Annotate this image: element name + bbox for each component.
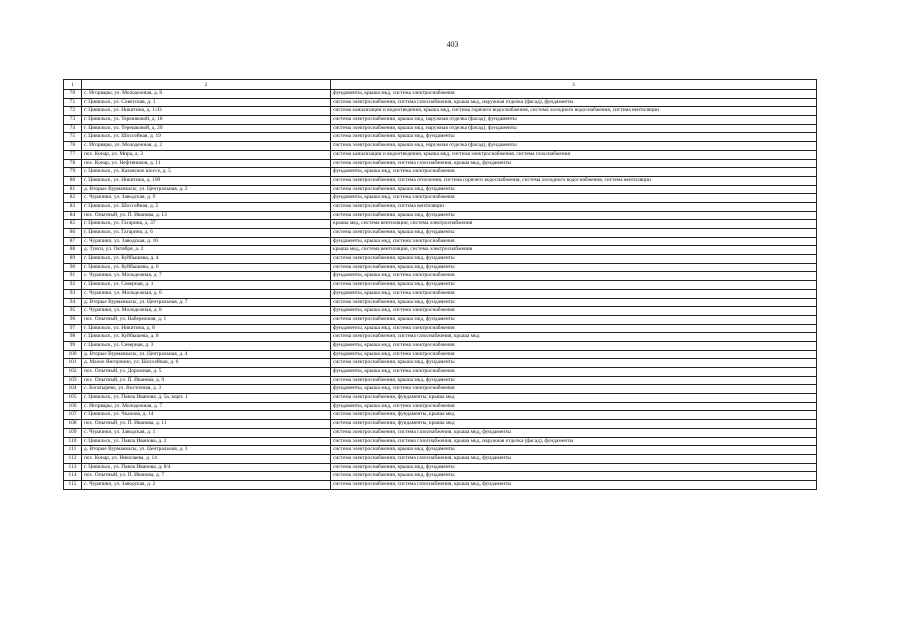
table-row [64,350,817,359]
table-row [64,289,817,298]
table-row [64,142,817,151]
works-cell: система электроснабжения, крыша мкд, фундаменты [331,255,817,264]
header-cell-works: 3 [331,80,817,90]
works-cell: фундаменты, крыша мкд, система электроснабжения [331,350,817,359]
works-cell: фундаменты, крыша мкд, система электроснабжения [331,307,817,316]
address-cell: пос. Конар, ул. Мира, д. 3 [82,150,331,159]
works-cell: система электроснабжения, крыша мкд, наружная отделка (фасад), фундаменты [331,116,817,125]
works-cell: система электроснабжения, фундаменты, крыша мкд [331,411,817,420]
address-cell: г. Цивильск, ул. Казанское шоссе, д. 5 [82,168,331,177]
table-row [64,368,817,377]
works-cell: фундаменты, крыша мкд, система электроснабжения [331,168,817,177]
header-cell-number: 1 [64,80,82,90]
works-cell: крыша мкд, система вентиляции, система электроснабжения [331,220,817,229]
works-cell: система электроснабжения, крыша мкд, фундаменты [331,211,817,220]
table-row [64,341,817,350]
works-cell: система электроснабжения, крыша мкд, фундаменты [331,185,817,194]
table-row [64,359,817,368]
row-number-cell: 100 [64,350,82,359]
address-cell: с. Игорвары, ул. Молодежная, д. 7 [82,402,331,411]
table-row [64,116,817,125]
address-cell: д. Вторые Вурманкасы, ул. Центральная, д. 3 [82,446,331,455]
address-cell: г. Цивильск, ул. Никитина, д. 100 [82,176,331,185]
works-cell: система электроснабжения, крыша мкд, фундаменты [331,298,817,307]
address-cell: г. Цивильск, ул. Чкалова, д. 14 [82,411,331,420]
address-cell: г. Цивильск, ул. Шоссейная, д. 5 [82,202,331,211]
row-number-cell: 99 [64,341,82,350]
row-number-cell: 102 [64,368,82,377]
works-cell: система электроснабжения, крыша мкд, наружная отделка (фасад), фундаменты [331,124,817,133]
table-row [64,272,817,281]
table-row [64,402,817,411]
table-row [64,463,817,472]
address-cell: г. Цивильск, ул. Никитина, д. 8 [82,324,331,333]
table-row [64,394,817,403]
address-cell: г. Цивильск, ул. Гагарина, д. 37 [82,220,331,229]
page-number: 403 [446,40,459,49]
address-cell: д. Вторые Вурманкасы, ул. Центральная, д. 4 [82,350,331,359]
works-cell: система электроснабжения, крыша мкд, фундаменты [331,263,817,272]
works-cell: система электроснабжения, крыша мкд, фундаменты [331,133,817,142]
address-cell: с. Чурачики, ул. Молодежная, д. 6 [82,289,331,298]
table-row [64,324,817,333]
address-cell: г. Цивильск, ул. Павла Иванова, д. 8/4 [82,463,331,472]
row-number-cell: 72 [64,107,82,116]
table-row [64,107,817,116]
row-number-cell: 73 [64,116,82,125]
row-number-cell: 98 [64,333,82,342]
address-cell: с. Игорвары, ул. Молодежная, д. 8 [82,90,331,99]
row-number-cell: 85 [64,220,82,229]
works-cell: система электроснабжения, крыша мкд, фундаменты [331,315,817,324]
works-cell: фундаменты, крыша мкд, система электроснабжения [331,341,817,350]
row-number-cell: 111 [64,446,82,455]
table-row [64,90,817,99]
table-row [64,150,817,159]
table-row [64,133,817,142]
works-cell: система электроснабжения, крыша мкд, фундаменты [331,472,817,481]
table-body [64,90,817,490]
table-row [64,420,817,429]
address-cell: пос. Опытный, ул. Дорожная, д. 5 [82,368,331,377]
row-number-cell: 108 [64,420,82,429]
row-number-cell: 70 [64,90,82,99]
address-cell: пос. Опытный, ул. П. Иванова, д. 7 [82,472,331,481]
address-cell: г. Цивильск, ул. Гагарина, д. 6 [82,229,331,238]
works-cell: система электроснабжения, крыша мкд, фундаменты [331,229,817,238]
row-number-cell: 109 [64,428,82,437]
works-cell: система электроснабжения, система газоснабжения, крыша мкд [331,333,817,342]
address-cell: г. Цивильск, ул. Куйбышева, д. 8 [82,333,331,342]
address-cell: г. Цивильск, ул. Терешковой, д. 18 [82,116,331,125]
address-cell: г. Цивильск, ул. Куйбышева, д. 4 [82,255,331,264]
address-cell: г. Цивильск, ул. Северная, д. 3 [82,341,331,350]
address-cell: д. Малое Янгорчино, ул. Шоссейная, д. 6 [82,359,331,368]
address-cell: с. Чурачики, ул. Заводская, д. 2 [82,480,331,489]
table-row [64,168,817,177]
table-row [64,246,817,255]
works-cell: система электроснабжения, крыша мкд, фундаменты [331,376,817,385]
table-row [64,220,817,229]
row-number-cell: 114 [64,472,82,481]
row-number-cell: 82 [64,194,82,203]
address-cell: пос. Опытный, ул. П. Иванова, д. 13 [82,211,331,220]
table-row [64,454,817,463]
row-number-cell: 79 [64,168,82,177]
works-cell: система электроснабжения, система газоснабжения, крыша мкд, фундаменты [331,428,817,437]
repair-works-table [63,79,817,490]
works-cell: система электроснабжения, система газоснабжения, крыша мкд, наружная отделка (фасад), фундаменты [331,437,817,446]
works-cell: фундаменты, крыша мкд, система электроснабжения [331,237,817,246]
address-cell: пос. Опытный, ул. П. Иванова, д. 9 [82,376,331,385]
works-cell: система электроснабжения, система вентиляции [331,202,817,211]
table-row [64,472,817,481]
address-cell: пос. Конар, ул. Нефтяников, д. 11 [82,159,331,168]
works-cell: система электроснабжения, фундаменты, крыша мкд [331,394,817,403]
address-cell: д. Вторые Вурманкасы, ул. Центральная, д. 2 [82,185,331,194]
address-cell: г. Цивильск, ул. Куйбышева, д. 6 [82,263,331,272]
row-number-cell: 91 [64,272,82,281]
works-cell: система электроснабжения, крыша мкд, фундаменты [331,281,817,290]
row-number-cell: 107 [64,411,82,420]
works-cell: фундаменты, крыша мкд, система электроснабжения [331,368,817,377]
row-number-cell: 115 [64,480,82,489]
table-row [64,194,817,203]
row-number-cell: 88 [64,246,82,255]
table-row [64,298,817,307]
table-row [64,411,817,420]
address-cell: с. Чурачики, ул. Молодежная, д. 8 [82,307,331,316]
works-cell: система электроснабжения, крыша мкд, наружная отделка (фасад), фундаменты [331,142,817,151]
address-cell: г. Цивильск, ул. Павла Иванова, д. 2 [82,437,331,446]
address-cell: с. Чурачики, ул. Заводская, д. 10 [82,237,331,246]
row-number-cell: 93 [64,289,82,298]
row-number-cell: 87 [64,237,82,246]
address-cell: г. Цивильск, ул. Советская, д. 1 [82,98,331,107]
works-cell: фундаменты, крыша мкд, система электроснабжения [331,385,817,394]
row-number-cell: 71 [64,98,82,107]
row-number-cell: 81 [64,185,82,194]
table-row [64,176,817,185]
row-number-cell: 103 [64,376,82,385]
table-row [64,281,817,290]
address-cell: д. Тувси, ул. Октября, д. 2 [82,246,331,255]
row-number-cell: 94 [64,298,82,307]
works-cell: система канализации и водоотведения, крыша мкд, система электроснабжения, система газоснабжения [331,150,817,159]
works-cell: фундаменты, крыша мкд, система электроснабжения [331,194,817,203]
table-row [64,202,817,211]
table-row [64,376,817,385]
works-cell: система электроснабжения, система газоснабжения, крыша мкд, фундаменты [331,480,817,489]
address-cell: пос. Опытный, ул. Набережная, д. 1 [82,315,331,324]
table-row [64,124,817,133]
works-cell: система электроснабжения, крыша мкд, фундаменты [331,463,817,472]
works-cell: система электроснабжения, система газоснабжения, крыша мкд, фундаменты [331,454,817,463]
table-row [64,315,817,324]
row-number-cell: 113 [64,463,82,472]
address-cell: г. Цивильск, ул. Терешковой, д. 20 [82,124,331,133]
row-number-cell: 86 [64,229,82,238]
table-row [64,437,817,446]
row-number-cell: 101 [64,359,82,368]
works-cell: система электроснабжения, система газоснабжения, крыша мкд, наружная отделка (фасад), фундаменты [331,98,817,107]
address-cell: с. Чурачики, ул. Заводская, д. 9 [82,194,331,203]
table-row [64,333,817,342]
address-cell: г. Цивильск, ул. Шоссейная, д. 19 [82,133,331,142]
works-cell: система электроснабжения, система газоснабжения, крыша мкд, фундаменты [331,159,817,168]
works-cell: система канализации и водоотведения, крыша мкд, система горячего водоснабжения, система холодного водоснабжения, система вентиляции [331,107,817,116]
row-number-cell: 92 [64,281,82,290]
address-cell: с. Чурачики, ул. Заводская, д. 1 [82,428,331,437]
works-cell: фундаменты, крыша мкд, система электроснабжения [331,289,817,298]
row-number-cell: 76 [64,142,82,151]
works-cell: система электроснабжения, система отопления, система горячего водоснабжения, система холодного водоснабжения, система вентиляции [331,176,817,185]
table-row [64,385,817,394]
works-cell: крыша мкд, система вентиляции, система электроснабжения [331,246,817,255]
row-number-cell: 80 [64,176,82,185]
works-cell: система электроснабжения, крыша мкд, фундаменты [331,359,817,368]
address-cell: д. Вторые Вурманкасы, ул. Центральная, д. 7 [82,298,331,307]
address-cell: с. Богатырево, ул. Восточная, д. 3 [82,385,331,394]
table-header-row [64,80,817,90]
row-number-cell: 95 [64,307,82,316]
table-row [64,229,817,238]
address-cell: пос. Конар, ул. Николаева, д. 14 [82,454,331,463]
works-cell: система электроснабжения, фундаменты, крыша мкд [331,420,817,429]
address-cell: с. Игорвары, ул. Молодежная, д. 2 [82,142,331,151]
row-number-cell: 75 [64,133,82,142]
header-cell-address: 2 [82,80,331,90]
row-number-cell: 74 [64,124,82,133]
works-cell: фундаменты, крыша мкд, система электроснабжения [331,324,817,333]
table-row [64,255,817,264]
row-number-cell: 78 [64,159,82,168]
table-row [64,211,817,220]
table-row [64,237,817,246]
table-row [64,98,817,107]
row-number-cell: 96 [64,315,82,324]
address-cell: г. Цивильск, ул. Никитина, д. 1/43 [82,107,331,116]
row-number-cell: 83 [64,202,82,211]
row-number-cell: 110 [64,437,82,446]
table-row [64,428,817,437]
works-cell: система электроснабжения, крыша мкд, фундаменты [331,446,817,455]
address-cell: пос. Опытный, ул. П. Иванова, д. 11 [82,420,331,429]
row-number-cell: 77 [64,150,82,159]
table-row [64,307,817,316]
row-number-cell: 97 [64,324,82,333]
table-row [64,185,817,194]
works-cell: фундаменты, крыша мкд, система электроснабжения [331,272,817,281]
table-row [64,446,817,455]
row-number-cell: 104 [64,385,82,394]
row-number-cell: 106 [64,402,82,411]
row-number-cell: 105 [64,394,82,403]
table-row [64,159,817,168]
address-cell: с. Чурачики, ул. Молодежная, д. 7 [82,272,331,281]
row-number-cell: 112 [64,454,82,463]
row-number-cell: 90 [64,263,82,272]
table-row [64,480,817,489]
address-cell: г. Цивильск, ул. Северная, д. 1 [82,281,331,290]
works-cell: фундаменты, крыша мкд, система электроснабжения [331,402,817,411]
row-number-cell: 89 [64,255,82,264]
row-number-cell: 84 [64,211,82,220]
address-cell: г. Цивильск, ул. Павла Иванова, д. 5а, корп. 1 [82,394,331,403]
works-cell: фундаменты, крыша мкд, система электроснабжения [331,90,817,99]
table-row [64,263,817,272]
